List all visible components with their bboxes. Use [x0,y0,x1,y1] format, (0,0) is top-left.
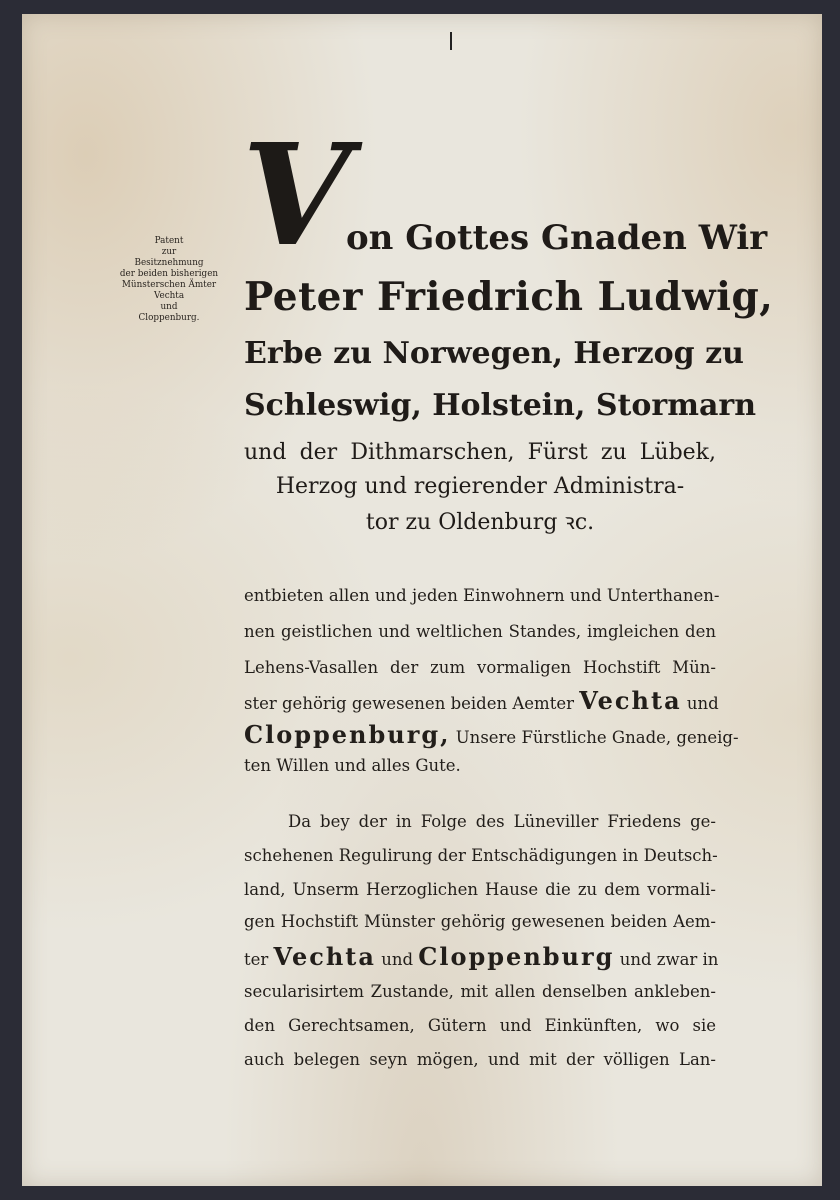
paragraph-line: den Gerechtsamen, Gütern und Einkünften, wo sie [244,1016,716,1035]
marginal-note-line: zur [161,247,177,257]
title-line: Peter Friedrich Ludwig, [244,274,774,320]
marginal-note-line: der beiden bisherigen [119,269,219,279]
paragraph-line: schehenen Regulirung der Entschädigungen in Deutsch- [244,846,718,865]
paragraph-text: ster gehörig gewesenen beiden Aemter [244,694,574,713]
title-line: on Gottes Gnaden Wir [346,218,768,258]
paragraph-line [244,686,719,715]
marginal-note [110,236,228,324]
paragraph-line: auch belegen seyn mögen, und mit der völligen Lan- [244,1050,716,1069]
paragraph-line: ten Willen und alles Gute. [244,756,461,775]
paragraph-line: gen Hochstift Münster gehörig gewesenen beiden Aem- [244,912,716,931]
paragraph-line [244,942,719,971]
paragraph-line: nen geistlichen und weltlichen Standes, imgleichen den [244,622,716,641]
paragraph-line: land, Unserm Herzoglichen Hause die zu dem vormali- [244,880,716,899]
marginal-note-line: Cloppenburg. [138,313,200,323]
paragraph-text: ter [244,950,269,969]
title-line: Erbe zu Norwegen, Herzog zu [244,336,744,371]
paragraph-text: und zwar in [619,950,719,969]
place-name-vechta: Vechta [273,942,376,971]
marginal-note-line: Vechta [153,291,185,301]
ink-mark [450,32,452,50]
paragraph-line: secularisirtem Zustande, mit allen denselben ankleben- [244,982,716,1001]
paragraph-line: Lehens-Vasallen der zum vormaligen Hochstift Mün- [244,658,716,677]
marginal-note-line: und [160,302,178,312]
paragraph-line: entbieten allen und jeden Einwohnern und Unterthanen- [244,586,720,605]
marginal-note-line: Münsterschen Ämter [121,280,217,290]
paragraph-text: und [686,694,719,713]
place-name-cloppenburg: Cloppenburg, [244,720,451,749]
title-line: und der Dithmarschen, Fürst zu Lübek, [244,440,716,465]
title-line: Schleswig, Holstein, Stormarn [244,388,757,423]
place-name-vechta: Vechta [579,686,682,715]
marginal-note-line: Besitznehmung [134,258,204,268]
drop-cap: V [242,114,351,278]
place-name-cloppenburg: Cloppenburg [418,942,615,971]
title-line: Herzog und regierender Administra- [275,474,685,499]
title-line: tor zu Oldenburg ꝛc. [365,510,595,535]
paragraph-line [244,720,739,749]
paragraph-text: Unsere Fürstliche Gnade, geneig- [455,728,739,747]
marginal-note-line: Patent [154,236,184,246]
paragraph-line: Da bey der in Folge des Lüneviller Friedens ge- [288,812,716,831]
paragraph-text: und [381,950,414,969]
